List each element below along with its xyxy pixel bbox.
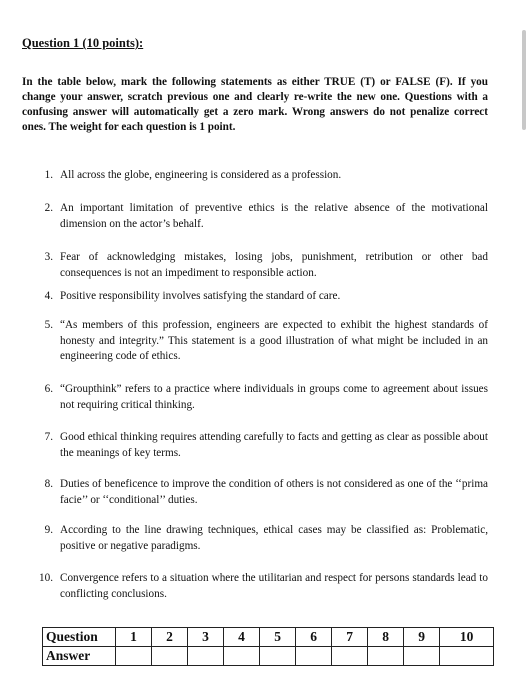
answer-cell[interactable] xyxy=(224,647,260,666)
statement-text: Convergence refers to a situation where the utilitarian and respect for persons standards lead to conflicting conclusions. xyxy=(60,572,488,600)
statement-number: 6. xyxy=(44,383,53,395)
answer-cell[interactable] xyxy=(404,647,440,666)
statement-number: 7. xyxy=(44,431,53,443)
statement-number: 9. xyxy=(44,524,53,536)
statement-text: According to the line drawing techniques, ethical cases may be classified as: Problematic, positive or negative paradigms. xyxy=(60,524,488,552)
statement-number: 5. xyxy=(44,319,53,331)
statement-text: “Groupthink” refers to a practice where individuals in groups come to agreement about issues not requiring critical thinking. xyxy=(60,383,488,411)
statement-item xyxy=(22,430,488,461)
statement-text: Fear of acknowledging mistakes, losing jobs, punishment, retribution or other bad consequences is not an impediment to responsible action. xyxy=(60,251,488,279)
statement-text: Good ethical thinking requires attending carefully to facts and getting as clear as possible about the meanings of key terms. xyxy=(60,431,488,459)
answer-cell[interactable] xyxy=(332,647,368,666)
statement-number: 2. xyxy=(44,202,53,214)
statement-number: 4. xyxy=(44,290,53,302)
question-number-cell: 3 xyxy=(188,628,224,647)
statement-number: 1. xyxy=(44,169,53,181)
statement-text: All across the globe, engineering is considered as a profession. xyxy=(60,169,342,181)
answer-cell[interactable] xyxy=(188,647,224,666)
question-number-cell: 8 xyxy=(368,628,404,647)
statement-text: An important limitation of preventive ethics is the relative absence of the motivational dimension on the actor’s behalf. xyxy=(60,202,488,230)
statement-item xyxy=(22,477,488,508)
question-number-cell: 9 xyxy=(404,628,440,647)
statement-number: 10. xyxy=(39,572,53,584)
statement-number: 8. xyxy=(44,478,53,490)
question-row xyxy=(43,628,494,647)
answer-cell[interactable] xyxy=(260,647,296,666)
question-number-cell: 7 xyxy=(332,628,368,647)
answer-cell[interactable] xyxy=(116,647,152,666)
statement-item xyxy=(22,571,488,602)
instructions-paragraph: In the table below, mark the following statements as either TRUE (T) or FALSE (F). If you change your answer, scratch previous one and clearly re-write the new one. Questions with a confusing answer will automatically get a zero mark. Wrong answers do not penalize correct ones. The weight for each question is 1 point. xyxy=(22,76,488,133)
answer-cell[interactable] xyxy=(152,647,188,666)
question-number-cell: 10 xyxy=(440,628,494,647)
statement-text: Positive responsibility involves satisfying the standard of care. xyxy=(60,290,341,302)
answer-cell[interactable] xyxy=(440,647,494,666)
statement-item xyxy=(22,201,488,232)
answer-row-label: Answer xyxy=(43,647,116,666)
question-number-cell: 4 xyxy=(224,628,260,647)
answer-row xyxy=(43,647,494,666)
question-number-cell: 5 xyxy=(260,628,296,647)
question-number-cell: 2 xyxy=(152,628,188,647)
answer-cell[interactable] xyxy=(368,647,404,666)
statement-item xyxy=(22,250,488,281)
scrollbar[interactable] xyxy=(522,30,526,130)
statement-item xyxy=(22,318,488,365)
statement-text: Duties of beneficence to improve the condition of others is not considered as one of the ‘‘prima facie’’ or ‘‘conditional’’ duties. xyxy=(60,478,488,506)
statement-text: “As members of this profession, engineers are expected to exhibit the highest standards of honesty and integrity.” This statement is a good illustration of what might be included in an engineering code of ethics. xyxy=(60,319,488,362)
statement-number: 3. xyxy=(44,251,53,263)
question-number-cell: 1 xyxy=(116,628,152,647)
statement-item xyxy=(22,289,488,305)
statement-item xyxy=(22,382,488,413)
question-number-cell: 6 xyxy=(296,628,332,647)
question-row-label: Question xyxy=(43,628,116,647)
statement-item xyxy=(22,523,488,554)
answer-cell[interactable] xyxy=(296,647,332,666)
answer-table xyxy=(42,627,494,666)
question-title: Question 1 (10 points): xyxy=(22,36,144,50)
statement-item xyxy=(22,168,488,184)
